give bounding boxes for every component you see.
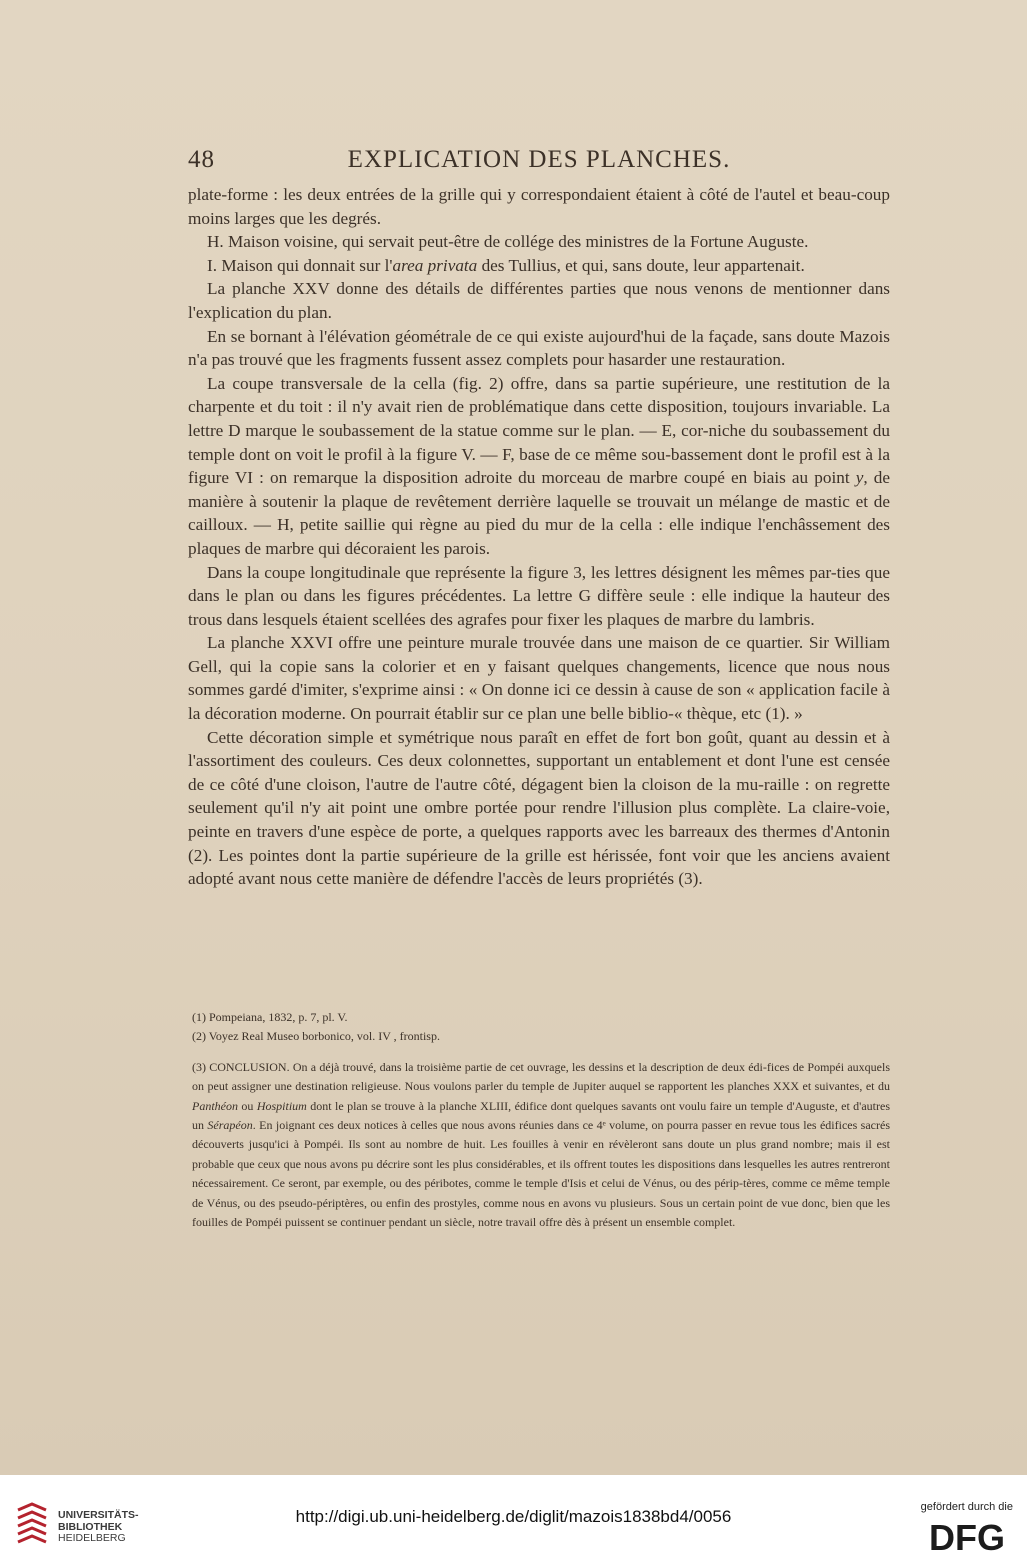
library-name-line: HEIDELBERG — [58, 1532, 126, 1544]
text-run: . En joignant ces deux notices à celles que nous avons réunies dans ce 4ᵉ volume, on pourra passer en revue tous les édifices sacrés découverts jusqu'ici à Pompéi. Ils sont au nombre de huit. Les fouilles à venir en révèleront sans doute un plus grand nombre; mais il est probable que ceux que nous avons pu décrire sont les plus considérables, et ils offrent toutes les dispositions dans lesquelles les autres rentreront nécessairement. Ce seront, par exemple, ou des péribotes, comme le temple d'Isis et celui de Vénus, ou des périp-tères, comme ce même temple de Vénus, ou des pseudo-périptères, ou enfin des prostyles, comme nous en avons vu plusieurs. Sous un certain point de vue donc, bien que les fouilles de Pompéi puissent se continuer pendant un siècle, notre travail offre dès à présent un ensemble complet. — [192, 1118, 890, 1230]
text-run: des Tullius, et qui, sans doute, leur appartenait. — [477, 255, 805, 275]
text-run: dont le plan se trouve à la planche XLIII, édifice dont quelques savants ont voulu faire un temple d'Auguste, et d'autres un — [192, 1098, 891, 1133]
text-run: I. Maison qui donnait sur l' — [207, 255, 393, 275]
main-text — [188, 183, 890, 891]
footnotes — [192, 1008, 890, 1232]
text-run: La coupe transversale de la cella (fig. 2) offre, dans sa partie supérieure, une restitution de la charpente et du toit : il n'y avait rien de problématique dans cette disposition, toujours invariable. La lettre D marque le soubassement de la statue comme sur le plan. — E, cor-niche du soubassement du temple dont on voit le profil à la figure V. — F, base de ce même sou-bassement dont le profil est à la figure VI : on remarque la disposition adroite du morceau de marbre coupé en biais au point — [188, 373, 890, 488]
page-number: 48 — [188, 146, 215, 173]
italic-term: area privata — [392, 255, 478, 275]
paragraph — [188, 372, 890, 561]
paragraph: La planche XXV donne des détails de différentes parties que nous venons de mentionner dans l'explication du plan. — [188, 279, 890, 322]
paragraph: Cette décoration simple et symétrique nous paraît en effet de fort bon goût, quant au dessin et à l'assortiment des couleurs. Ces deux colonnettes, supportant un entablement et dont l'une est censée de ce côté d'une cloison, l'autre de l'autre côté, dégagent bien la cloison de la mu-raille : on regrette seulement qu'il n'y ait point une ombre portée pour rendre l'illusion plus complète. La claire-voie, peinte en travers d'une espèce de porte, a quelques rapports avec les barreaux des thermes d'Antonin (2). Les pointes dont la partie supérieure de la grille est hérissée, font voir que les anciens avaient adopté avant nous cette manière de défendre l'accès de leurs propriétés (3). — [188, 727, 890, 889]
italic-term: Panthéon — [192, 1098, 238, 1113]
footnote-conclusion — [192, 1058, 890, 1233]
italic-term: y — [855, 468, 864, 488]
footnote: (1) Pompeiana, 1832, p. 7, pl. V. — [192, 1010, 348, 1024]
italic-term: Sérapéon — [207, 1118, 253, 1133]
library-name-line: UNIVERSITÄTS- — [58, 1509, 139, 1521]
dfg-logo-text: DFG — [929, 1519, 1005, 1553]
paragraph: plate-forme : les deux entrées de la grille qui y correspondaient étaient à côté de l'autel et beau-coup moins larges que les degrés. — [188, 185, 890, 228]
running-title: EXPLICATION DES PLANCHES. — [347, 146, 731, 173]
library-name-line: BIBLIOTHEK — [58, 1520, 123, 1533]
paragraph: En se bornant à l'élévation géométrale de ce qui existe aujourd'hui de la façade, sans doute Mazois n'a pas trouvé que les fragments fussent assez complets pour hasarder une restauration. — [188, 326, 890, 370]
paragraph: Dans la coupe longitudinale que représente la figure 3, les lettres désignent les mêmes par-ties que dans le plan ou dans les figures précédentes. La lettre G diffère seule : elle indique la hauteur des trous dans lesquels étaient scellées des agrafes pour fixer les plaques de marbre du lambris. — [188, 562, 890, 629]
text-run: (3) CONCLUSION. On a déjà trouvé, dans la troisième partie de cet ouvrage, les dessins et la description de deux édi-fices de Pompéi auxquels on peut assigner une destination religieuse. Nous voulons parler du temple de Jupiter auquel se rapportent les planches XXX et suivantes, et du — [192, 1059, 890, 1094]
viewer-footer — [0, 1475, 1027, 1566]
paragraph — [188, 254, 890, 278]
footnote: (2) Voyez Real Museo borbonico, vol. IV , frontisp. — [192, 1029, 440, 1044]
paragraph: La planche XXVI offre une peinture murale trouvée dans une maison de ce quartier. Sir William Gell, qui la copie sans la colorier et en y faisant quelques changements, licence que nous nous sommes gardé d'imiter, s'exprime ainsi : « On donne ici ce dessin à cause de son « application facile à la décoration moderne. On pourrait établir sur ce plan une belle biblio-« thèque, etc (1). » — [188, 633, 890, 724]
page-header — [188, 146, 890, 182]
dfg-logo-icon[interactable] — [921, 1519, 1013, 1553]
italic-term: Hospitium — [256, 1098, 307, 1113]
text-run: ou — [238, 1098, 257, 1113]
permalink-url[interactable]: http://digi.ub.uni-heidelberg.de/diglit/mazois1838bd4/0056 — [295, 1507, 732, 1526]
funded-by-label: gefördert durch die — [920, 1501, 1013, 1513]
paragraph: H. Maison voisine, qui servait peut-être de collége des ministres de la Fortune Auguste. — [207, 232, 809, 252]
text-run: , de manière à soutenir la plaque de revêtement derrière laquelle se trouvait un mélange de mastic et de cailloux. — H, petite saillie qui règne au pied du mur de la cella : elle indique l'enchâssement des plaques de marbre qui décoraient les parois. — [188, 468, 890, 558]
